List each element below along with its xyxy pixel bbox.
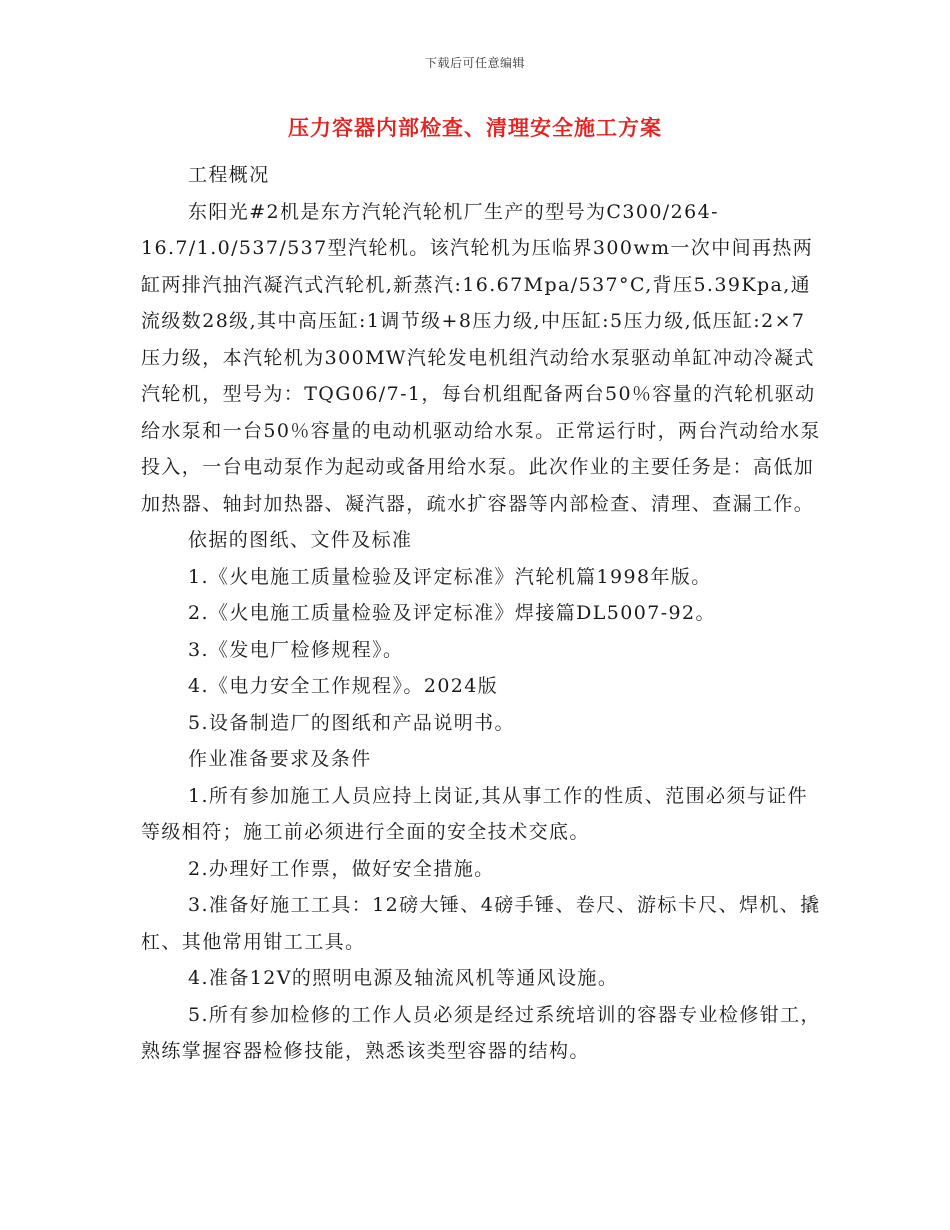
section-heading-references: 依据的图纸、文件及标准 bbox=[188, 529, 413, 551]
list-item-preparation-2: 2.办理好工作票，做好安全措施。 bbox=[188, 857, 495, 880]
list-item-reference-3: 3.《发电厂检修规程》。 bbox=[188, 638, 404, 661]
list-item-reference-1: 1.《火电施工质量检验及评定标准》汽轮机篇1998年版。 bbox=[188, 565, 712, 588]
section-heading-preparation: 作业准备要求及条件 bbox=[188, 748, 372, 770]
paragraph-overview: 东阳光#2机是东方汽轮汽轮机厂生产的型号为C300/264-16.7/1.0/537/537型汽轮机。该汽轮机为压临界300wm一次中间再热两缸两排汽抽汽凝汽式汽轮机,新蒸汽:16.67Mpa/537°C,背压5.39Kpa,通流级数28级,其中高压缸:1调节级+8压力级,中压缸:5压力级,低压缸:2×7压力级，本汽轮机为300MW汽轮发电机组汽动给水泵驱动单缸冲动冷凝式汽轮机，型号为：TQG06/7-1，每台机组配备两台50％容量的汽轮机驱动给水泵和一台50％容量的电动机驱动给水泵。正常运行时，两台汽动给水泵投入，一台电动泵作为起动或备用给水泵。此次作业的主要任务是：高低加加热器、轴封加热器、凝汽器，疏水扩容器等内部检查、清理、查漏工作。 bbox=[141, 200, 821, 515]
document-body bbox=[141, 157, 821, 1070]
list-item-preparation-1: 1.所有参加施工人员应持上岗证,其从事工作的性质、范围必须与证件等级相符；施工前必须进行全面的安全技术交底。 bbox=[141, 784, 808, 843]
document-title: 压力容器内部检查、清理安全施工方案 bbox=[288, 115, 662, 140]
list-item-reference-5: 5.设备制造厂的图纸和产品说明书。 bbox=[188, 711, 515, 734]
section-heading-overview: 工程概况 bbox=[188, 164, 270, 186]
list-item-preparation-4: 4.准备12V的照明电源及轴流风机等通风设施。 bbox=[188, 967, 619, 989]
list-item-reference-4: 4.《电力安全工作规程》。2024版 bbox=[188, 675, 499, 697]
header-note: 下载后可任意编辑 bbox=[424, 56, 525, 70]
list-item-preparation-5: 5.所有参加检修的工作人员必须是经过系统培训的容器专业检修钳工，熟练掌握容器检修技能，熟悉该类型容器的结构。 bbox=[141, 1003, 821, 1062]
list-item-preparation-3: 3.准备好施工工具：12磅大锤、4磅手锤、卷尺、游标卡尺、焊机、撬杠、其他常用钳工工具。 bbox=[141, 894, 821, 953]
list-item-reference-2: 2.《火电施工质量检验及评定标准》焊接篇DL5007-92。 bbox=[188, 602, 716, 624]
